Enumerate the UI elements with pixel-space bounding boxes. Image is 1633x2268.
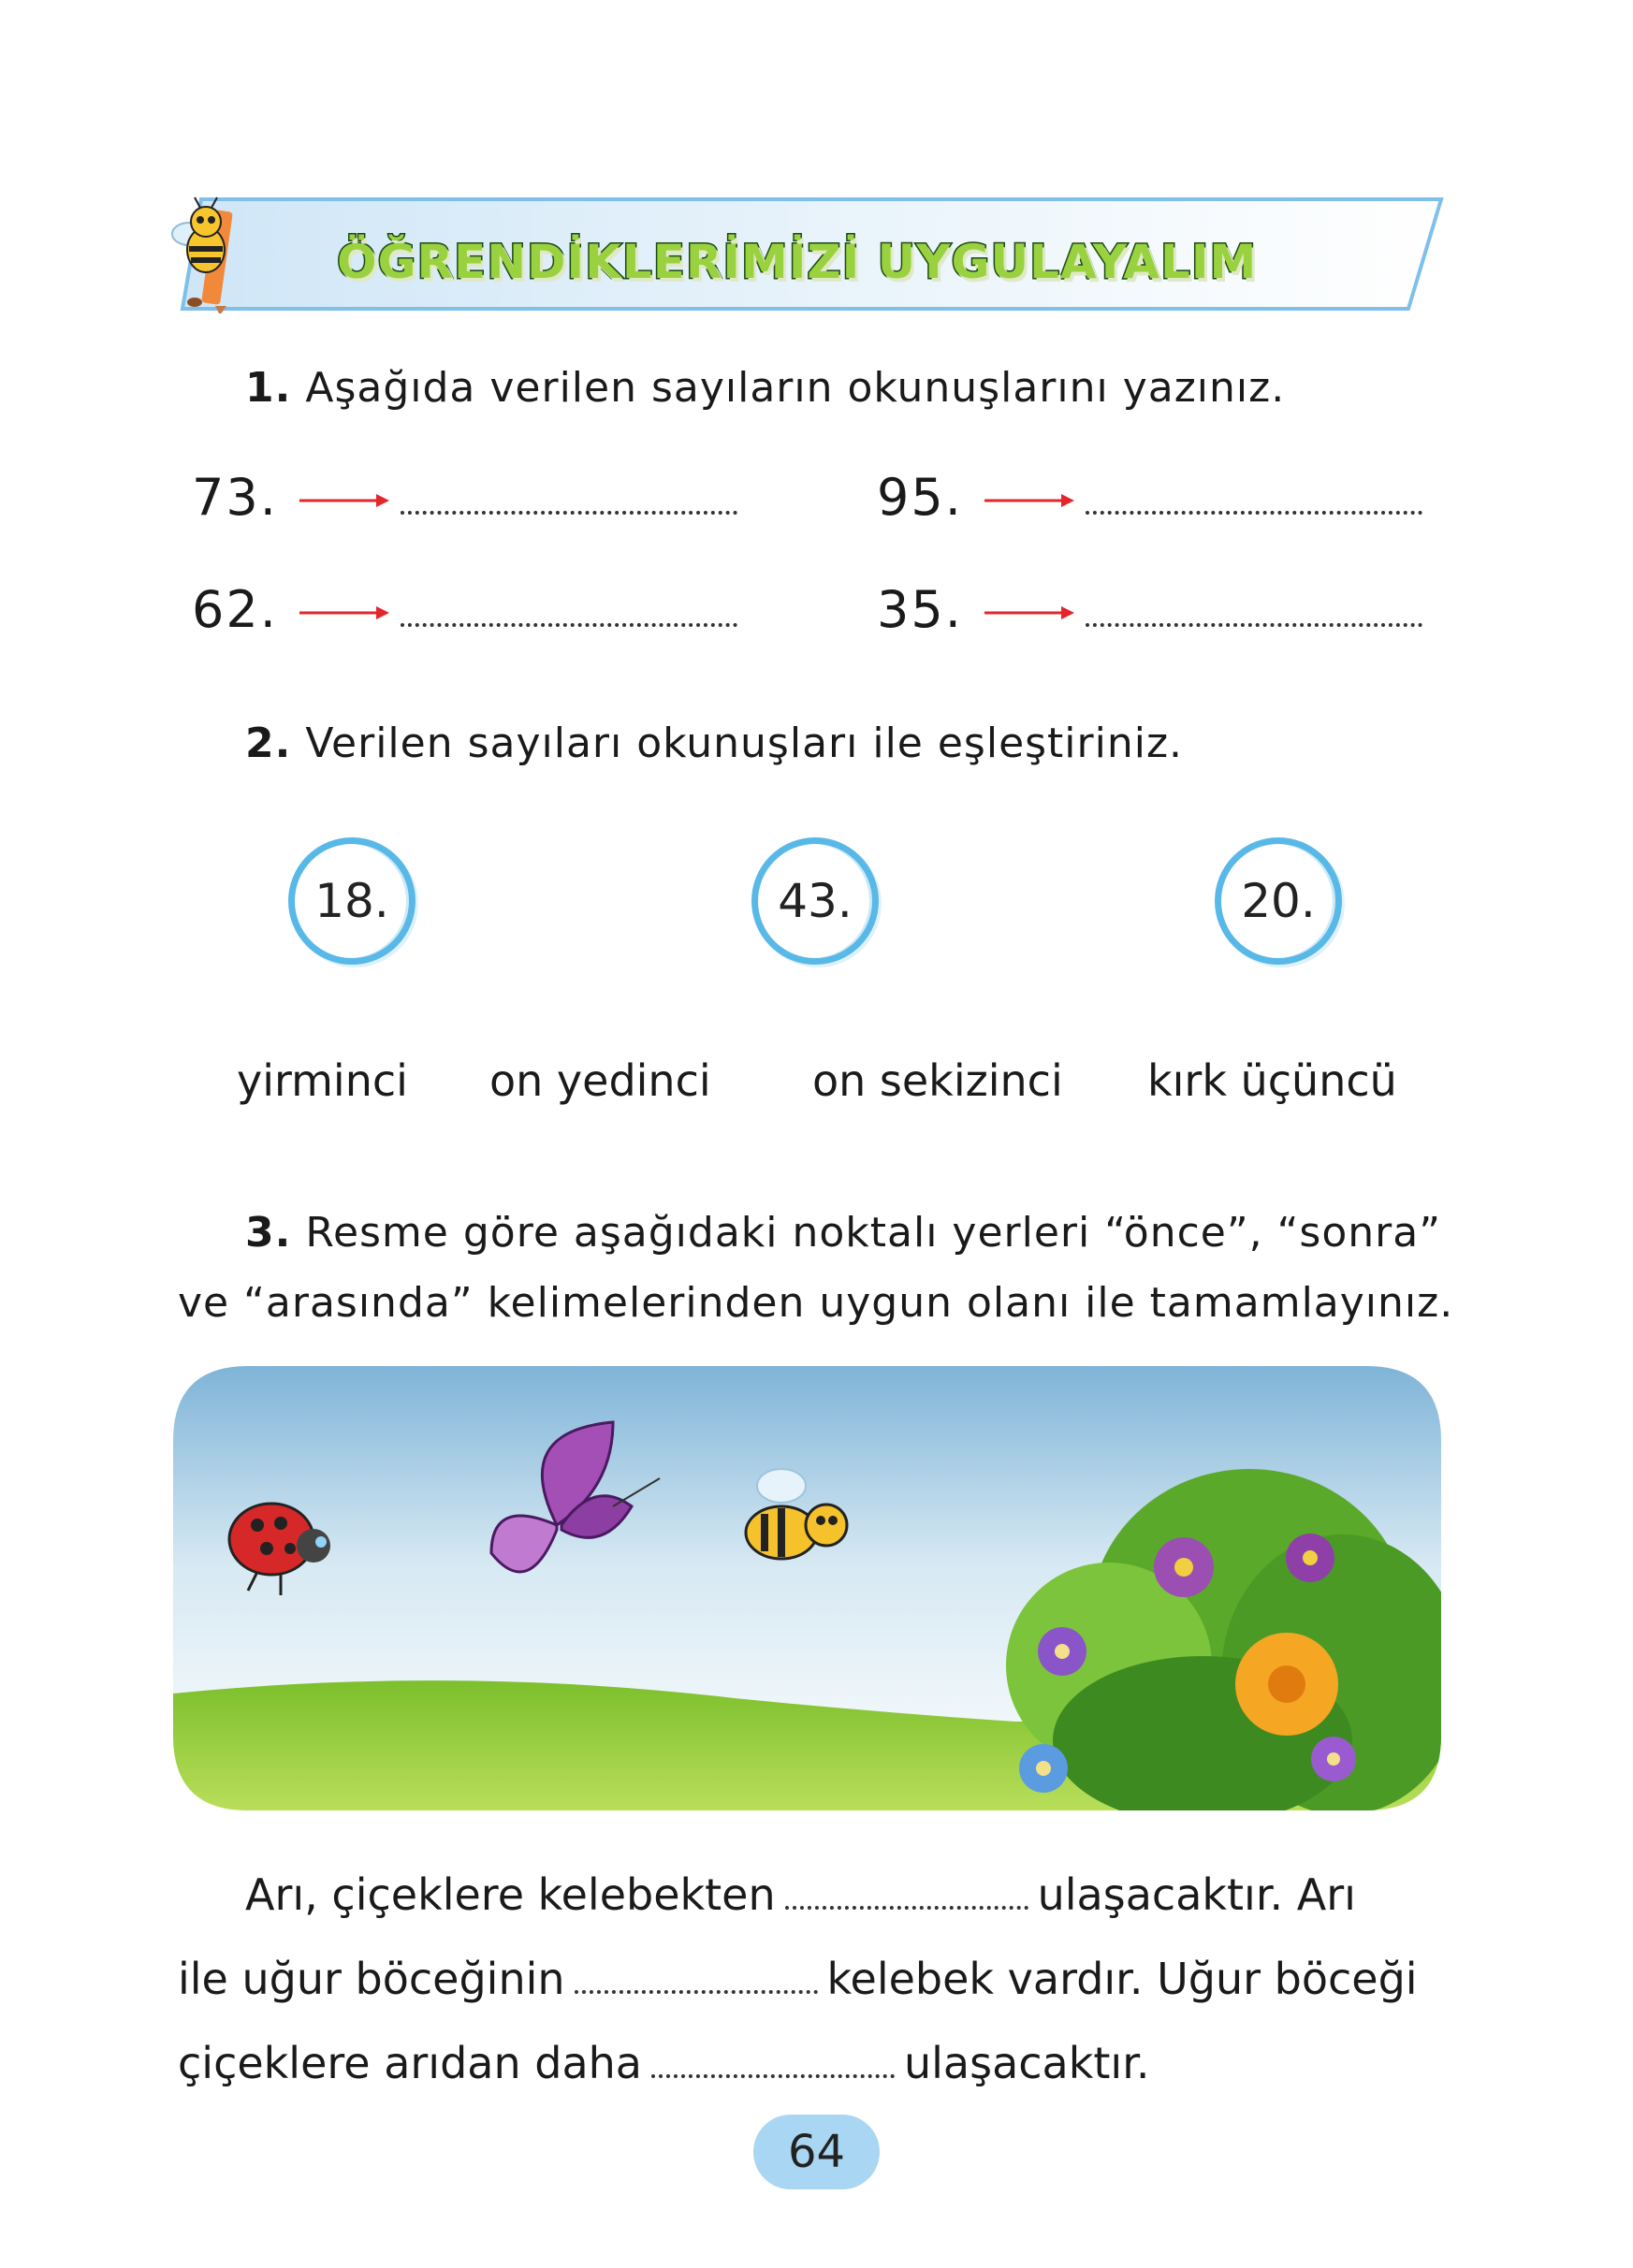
question-1-text: Aşağıda verilen sayıların okunuşlarını yazınız. xyxy=(305,364,1286,412)
ordinal-word[interactable]: on sekizinci xyxy=(812,1055,1063,1106)
sentence-text: Arı, çiçeklere kelebekten xyxy=(245,1869,776,1920)
question-1 xyxy=(245,360,1285,416)
bee-pencil-mascot-icon xyxy=(168,192,271,313)
question-3-line-1 xyxy=(245,1205,1441,1261)
sentence-text: kelebek vardır. Uğur böceği xyxy=(826,1954,1418,2004)
number-item: 62. xyxy=(192,580,278,639)
ordinal-word[interactable]: kırk üçüncü xyxy=(1147,1055,1397,1106)
number-item: 35. xyxy=(877,580,963,639)
answer-blank[interactable] xyxy=(1086,623,1422,631)
ordinal-word[interactable]: yirminci xyxy=(237,1055,408,1106)
fill-sentence-line-2 xyxy=(178,1951,1418,2007)
question-3-number: 3. xyxy=(245,1209,292,1257)
question-2-text: Verilen sayıları okunuşları ile eşleştiriniz. xyxy=(305,720,1184,767)
sentence-text: ile uğur böceğinin xyxy=(178,1954,565,2004)
number-item: 73. xyxy=(192,468,278,527)
arrow-right-icon xyxy=(298,491,391,510)
banner-title: ÖĞRENDİKLERİMİZİ UYGULAYALIM xyxy=(337,235,1258,289)
answer-blank[interactable] xyxy=(575,1988,818,1994)
fill-sentence-line-1 xyxy=(245,1867,1356,1923)
question-1-number: 1. xyxy=(245,364,292,412)
arrow-right-icon xyxy=(298,603,391,622)
sentence-text: ulaşacaktır. xyxy=(903,2038,1150,2088)
number-circle[interactable]: 20. xyxy=(1215,837,1342,965)
question-3-line-2: ve “arasında” kelimelerinden uygun olanı ile tamamlayınız. xyxy=(178,1279,1454,1327)
number-item: 95. xyxy=(877,468,963,527)
insects-and-flowers-illustration xyxy=(173,1366,1441,1810)
sentence-text: çiçeklere arıdan daha xyxy=(178,2038,642,2088)
answer-blank[interactable] xyxy=(401,511,737,518)
fill-sentence-line-3 xyxy=(178,2035,1150,2091)
answer-blank[interactable] xyxy=(1086,511,1422,518)
ordinal-word[interactable]: on yedinci xyxy=(489,1055,711,1106)
sentence-text: ulaşacaktır. Arı xyxy=(1037,1869,1356,1920)
answer-blank[interactable] xyxy=(785,1904,1028,1910)
number-circle[interactable]: 18. xyxy=(288,837,416,965)
answer-blank[interactable] xyxy=(401,623,737,631)
number-circle[interactable]: 43. xyxy=(751,837,879,965)
question-3-text-1: Resme göre aşağıdaki noktalı yerleri “önce”, “sonra” xyxy=(305,1209,1442,1257)
page-number: 64 xyxy=(753,2115,880,2189)
answer-blank[interactable] xyxy=(651,2072,895,2078)
arrow-right-icon xyxy=(983,603,1076,622)
question-2-number: 2. xyxy=(245,720,292,767)
arrow-right-icon xyxy=(983,491,1076,510)
question-2 xyxy=(245,716,1183,772)
